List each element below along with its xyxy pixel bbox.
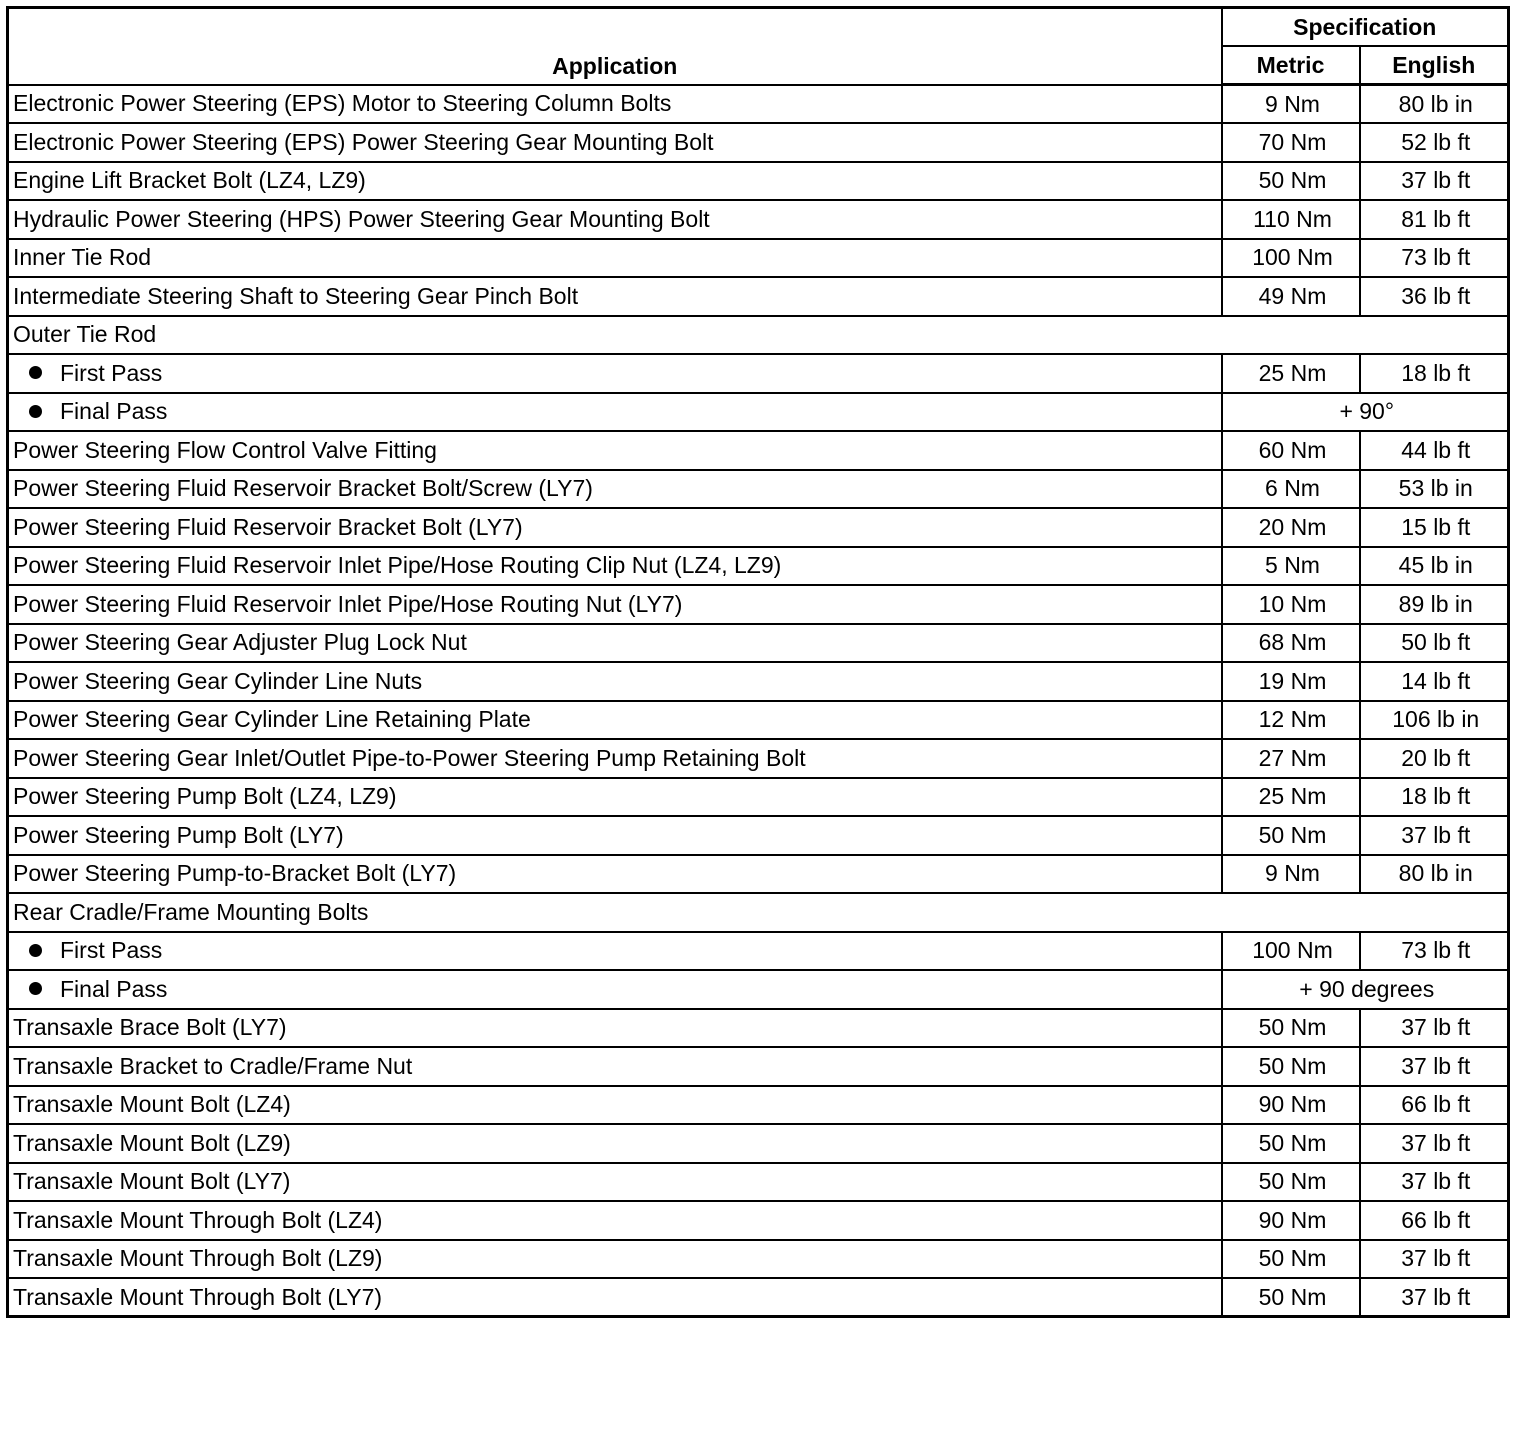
english-value: 81 lb ft [1360,200,1509,239]
application-label: Transaxle Brace Bolt (LY7) [8,1009,1222,1048]
application-label: Transaxle Bracket to Cradle/Frame Nut [8,1047,1222,1086]
table-row [8,1124,1509,1163]
application-label: Electronic Power Steering (EPS) Motor to Steering Column Bolts [8,85,1222,124]
english-value: 73 lb ft [1360,239,1509,278]
application-label: Power Steering Gear Cylinder Line Retaining Plate [8,701,1222,740]
english-value: 89 lb in [1360,585,1509,624]
header-row-top [8,8,1509,47]
table-row [8,200,1509,239]
english-value: 80 lb in [1360,855,1509,894]
bullet-icon [29,405,42,418]
sub-item-cell [8,970,1222,1009]
english-value: 50 lb ft [1360,624,1509,663]
table-row [8,354,1509,393]
bullet-icon [29,944,42,957]
metric-value: 27 Nm [1222,739,1360,778]
table-row [8,393,1509,432]
english-value: 37 lb ft [1360,1124,1509,1163]
sub-item-cell [8,932,1222,971]
english-value: 18 lb ft [1360,778,1509,817]
metric-value: 5 Nm [1222,547,1360,586]
fastener-spec-table [6,6,1510,1318]
metric-value: 100 Nm [1222,932,1360,971]
table-row [8,624,1509,663]
metric-value: 110 Nm [1222,200,1360,239]
english-value: 73 lb ft [1360,932,1509,971]
english-value: 80 lb in [1360,85,1509,124]
english-value: 52 lb ft [1360,123,1509,162]
table-row [8,739,1509,778]
metric-value: 25 Nm [1222,354,1360,393]
table-row [8,547,1509,586]
sub-item-label: First Pass [60,937,163,964]
application-label: Power Steering Pump-to-Bracket Bolt (LY7) [8,855,1222,894]
metric-value: 50 Nm [1222,1047,1360,1086]
specification-column-header: Specification [1222,8,1509,47]
english-value: 53 lb in [1360,470,1509,509]
metric-column-header: Metric [1222,46,1360,85]
metric-value: 10 Nm [1222,585,1360,624]
table-row [8,778,1509,817]
table-row [8,316,1509,355]
application-label: Transaxle Mount Bolt (LY7) [8,1163,1222,1202]
table-row [8,585,1509,624]
table-row [8,470,1509,509]
application-label: Power Steering Gear Inlet/Outlet Pipe-to-Power Steering Pump Retaining Bolt [8,739,1222,778]
metric-value: 50 Nm [1222,1240,1360,1279]
metric-value: 50 Nm [1222,1163,1360,1202]
metric-value: 68 Nm [1222,624,1360,663]
group-label: Outer Tie Rod [8,316,1509,355]
metric-value: 60 Nm [1222,431,1360,470]
metric-value: 50 Nm [1222,1278,1360,1317]
application-column-header: Application [8,8,1222,85]
spec-value: + 90° [1222,393,1509,432]
table-row [8,1201,1509,1240]
bullet-icon [29,366,42,379]
english-value: 20 lb ft [1360,739,1509,778]
metric-value: 20 Nm [1222,508,1360,547]
english-value: 37 lb ft [1360,1240,1509,1279]
table-row [8,855,1509,894]
english-value: 14 lb ft [1360,662,1509,701]
metric-value: 100 Nm [1222,239,1360,278]
spec-value: + 90 degrees [1222,970,1509,1009]
english-value: 37 lb ft [1360,1009,1509,1048]
metric-value: 19 Nm [1222,662,1360,701]
english-value: 15 lb ft [1360,508,1509,547]
table-row [8,701,1509,740]
application-label: Power Steering Fluid Reservoir Bracket Bolt (LY7) [8,508,1222,547]
english-value: 66 lb ft [1360,1201,1509,1240]
metric-value: 70 Nm [1222,123,1360,162]
application-label: Power Steering Pump Bolt (LY7) [8,816,1222,855]
table-row [8,277,1509,316]
application-label: Electronic Power Steering (EPS) Power Steering Gear Mounting Bolt [8,123,1222,162]
english-value: 37 lb ft [1360,1163,1509,1202]
group-label: Rear Cradle/Frame Mounting Bolts [8,893,1509,932]
metric-value: 90 Nm [1222,1086,1360,1125]
metric-value: 50 Nm [1222,1124,1360,1163]
application-label: Power Steering Pump Bolt (LZ4, LZ9) [8,778,1222,817]
english-value: 37 lb ft [1360,1047,1509,1086]
english-value: 18 lb ft [1360,354,1509,393]
metric-value: 25 Nm [1222,778,1360,817]
metric-value: 50 Nm [1222,162,1360,201]
application-label: Transaxle Mount Through Bolt (LZ4) [8,1201,1222,1240]
metric-value: 50 Nm [1222,816,1360,855]
english-value: 44 lb ft [1360,431,1509,470]
metric-value: 9 Nm [1222,855,1360,894]
sub-item-cell [8,393,1222,432]
table-row [8,85,1509,124]
table-row [8,508,1509,547]
application-label: Power Steering Flow Control Valve Fitting [8,431,1222,470]
table-row [8,662,1509,701]
application-label: Transaxle Mount Through Bolt (LZ9) [8,1240,1222,1279]
application-label: Engine Lift Bracket Bolt (LZ4, LZ9) [8,162,1222,201]
bullet-icon [29,982,42,995]
english-value: 66 lb ft [1360,1086,1509,1125]
sub-item-label: Final Pass [60,975,168,1002]
metric-value: 50 Nm [1222,1009,1360,1048]
table-row [8,431,1509,470]
application-label: Power Steering Fluid Reservoir Bracket Bolt/Screw (LY7) [8,470,1222,509]
english-value: 37 lb ft [1360,162,1509,201]
table-header [8,8,1509,85]
english-value: 37 lb ft [1360,816,1509,855]
sub-item-label: Final Pass [60,398,168,425]
metric-value: 90 Nm [1222,1201,1360,1240]
table-row [8,816,1509,855]
application-label: Hydraulic Power Steering (HPS) Power Steering Gear Mounting Bolt [8,200,1222,239]
table-row [8,1278,1509,1317]
metric-value: 12 Nm [1222,701,1360,740]
english-value: 45 lb in [1360,547,1509,586]
table-row [8,239,1509,278]
table-row [8,1240,1509,1279]
table-body [8,85,1509,1317]
table-row [8,1163,1509,1202]
application-label: Power Steering Gear Adjuster Plug Lock Nut [8,624,1222,663]
english-value: 36 lb ft [1360,277,1509,316]
sub-item-cell [8,354,1222,393]
application-label: Transaxle Mount Bolt (LZ4) [8,1086,1222,1125]
application-label: Transaxle Mount Bolt (LZ9) [8,1124,1222,1163]
table-row [8,162,1509,201]
table-row [8,1086,1509,1125]
metric-value: 9 Nm [1222,85,1360,124]
english-value: 106 lb in [1360,701,1509,740]
application-label: Inner Tie Rod [8,239,1222,278]
table-row [8,932,1509,971]
table-row [8,893,1509,932]
sub-item-label: First Pass [60,359,163,386]
metric-value: 49 Nm [1222,277,1360,316]
table-row [8,1047,1509,1086]
application-label: Intermediate Steering Shaft to Steering Gear Pinch Bolt [8,277,1222,316]
application-label: Power Steering Fluid Reservoir Inlet Pipe/Hose Routing Nut (LY7) [8,585,1222,624]
english-value: 37 lb ft [1360,1278,1509,1317]
table-row [8,1009,1509,1048]
table-row [8,123,1509,162]
table-row [8,970,1509,1009]
application-label: Power Steering Fluid Reservoir Inlet Pipe/Hose Routing Clip Nut (LZ4, LZ9) [8,547,1222,586]
application-label: Power Steering Gear Cylinder Line Nuts [8,662,1222,701]
application-label: Transaxle Mount Through Bolt (LY7) [8,1278,1222,1317]
english-column-header: English [1360,46,1509,85]
metric-value: 6 Nm [1222,470,1360,509]
